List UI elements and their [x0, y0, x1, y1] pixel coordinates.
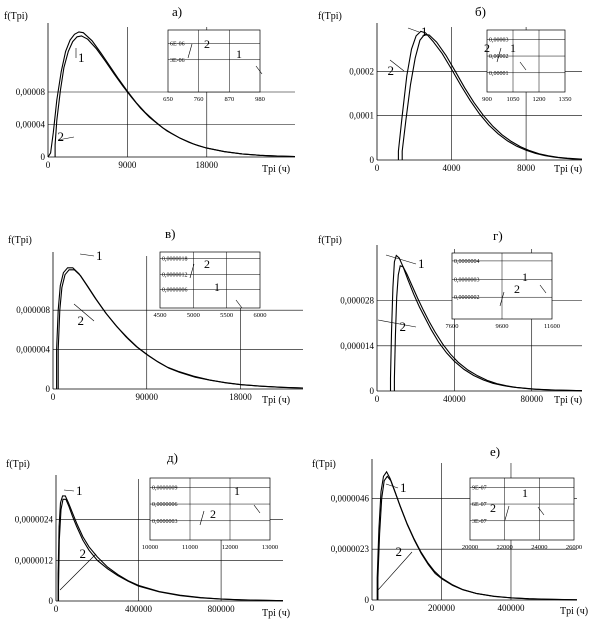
x-tick-label: 9000 — [118, 160, 137, 170]
inset-zoom — [462, 478, 582, 551]
y-tick-label: 0 — [48, 596, 53, 606]
x-axis-label: Tpi (ч) — [554, 164, 583, 175]
inset-y-tick-label: 6E-06 — [170, 41, 185, 48]
y-tick-label: 0,00008 — [15, 87, 45, 97]
y-tick-label: 0,0001 — [349, 110, 374, 121]
x-tick-label: 800000 — [207, 604, 235, 614]
inset-x-tick-label: 13000 — [261, 544, 279, 551]
inset-y-tick-label: 0,0000009 — [152, 485, 178, 492]
panel-label: а) — [172, 4, 183, 19]
x-tick-label: 0 — [374, 163, 380, 173]
inset-y-tick-label: 0,0000003 — [152, 518, 178, 525]
inset-series-label-2: 2 — [484, 41, 490, 55]
inset-x-tick-label: 870 — [224, 96, 235, 103]
inset-x-tick-label: 1350 — [558, 96, 572, 103]
panel-label: д) — [167, 450, 178, 465]
y-axis-label: f(Tpi) — [6, 459, 30, 470]
y-axis-label: f(Tpi) — [318, 11, 342, 22]
inset-x-tick-label: 12000 — [221, 544, 239, 551]
series-label-1: 1 — [418, 256, 425, 271]
x-tick-label: 8000 — [517, 163, 536, 173]
chart-panel-4 — [318, 228, 582, 406]
inset-y-tick-label: 9E-07 — [472, 485, 487, 492]
x-axis-label: Tpi (ч) — [262, 608, 291, 619]
inset-x-tick-label: 1050 — [506, 96, 520, 103]
inset-x-tick-label: 6000 — [253, 312, 267, 319]
inset-zoom — [142, 478, 278, 551]
y-axis-label: f(Tpi) — [312, 459, 336, 470]
inset-series-label-1: 1 — [214, 280, 220, 294]
y-tick-label: 0 — [364, 595, 369, 605]
x-tick-label: 4000 — [442, 163, 461, 173]
inset-x-tick-label: 7600 — [445, 323, 459, 330]
inset-x-tick-label: 1200 — [532, 96, 546, 103]
x-tick-label: 90000 — [135, 392, 158, 402]
y-tick-label: 0,0000012 — [14, 555, 53, 566]
chart-panel-2 — [318, 4, 582, 175]
inset-x-tick-label: 980 — [255, 96, 265, 103]
inset-series-label-1: 1 — [234, 484, 240, 498]
y-tick-label: 0,00004 — [15, 119, 45, 130]
y-axis-label: f(Tpi) — [4, 11, 28, 22]
inset-series-label-2: 2 — [204, 257, 210, 271]
inset-x-tick-label: 11000 — [181, 544, 199, 551]
x-tick-label: 0 — [50, 392, 56, 402]
leader-line-2 — [60, 554, 96, 590]
x-tick-label: 200000 — [427, 603, 455, 613]
inset-y-tick-label: 0,0000006 — [152, 502, 178, 509]
x-tick-label: 18000 — [229, 392, 252, 402]
chart-panel-6 — [312, 444, 588, 617]
inset-y-tick-label: 0,0000004 — [454, 258, 480, 265]
inset-x-tick-label: 10000 — [141, 544, 159, 551]
leader-line-1 — [408, 28, 419, 32]
inset-series-label-1: 1 — [522, 270, 528, 284]
inset-x-tick-label: 11600 — [543, 323, 561, 330]
y-tick-label: 0,000008 — [16, 305, 50, 316]
inset-y-tick-label: 0,0000006 — [162, 287, 188, 294]
inset-y-tick-label: 3E-07 — [472, 518, 487, 525]
x-tick-label: 400000 — [497, 603, 525, 613]
inset-x-tick-label: 26000 — [565, 544, 583, 551]
inset-y-tick-label: 0,0000012 — [162, 272, 188, 279]
chart-panel-3 — [8, 226, 303, 406]
y-tick-label: 0,000028 — [340, 295, 374, 306]
series-label-1: 1 — [76, 483, 83, 498]
y-tick-label: 0,0000024 — [14, 514, 53, 525]
inset-x-tick-label: 9600 — [495, 323, 509, 330]
series-label-2: 2 — [57, 129, 64, 144]
inset-x-tick-label: 24000 — [531, 544, 548, 551]
panel-label: г) — [493, 228, 503, 243]
inset-x-tick-label: 900 — [482, 96, 492, 103]
inset-y-tick-label: 0,00003 — [489, 37, 509, 44]
inset-x-tick-label: 4500 — [153, 312, 167, 319]
inset-series-label-1: 1 — [510, 41, 516, 55]
x-axis-label: Tpi (ч) — [262, 164, 291, 175]
y-tick-label: 0 — [45, 384, 50, 394]
inset-series-label-2: 2 — [514, 282, 520, 296]
series-label-1: 1 — [78, 50, 85, 65]
inset-x-tick-label: 5500 — [220, 312, 234, 319]
y-tick-label: 0,000014 — [340, 340, 374, 351]
x-axis-label: Tpi (ч) — [554, 395, 583, 406]
inset-y-tick-label: 3E-06 — [170, 57, 185, 64]
y-tick-label: 0,0000023 — [330, 544, 369, 555]
y-axis-label: f(Tpi) — [8, 235, 32, 246]
inset-series-label-1: 1 — [522, 486, 528, 500]
x-tick-label: 0 — [45, 160, 51, 170]
panel-label: б) — [475, 4, 486, 19]
inset-y-tick-label: 0,0000018 — [162, 256, 188, 263]
x-axis-label: Tpi (ч) — [560, 606, 589, 617]
series-label-2: 2 — [399, 319, 406, 334]
x-tick-label: 0 — [53, 604, 59, 614]
inset-series-label-2: 2 — [204, 37, 210, 51]
inset-y-tick-label: 0,0000002 — [454, 295, 480, 302]
x-tick-label: 80000 — [520, 394, 543, 404]
inset-x-tick-label: 5000 — [186, 312, 200, 319]
x-tick-label: 0 — [369, 603, 375, 613]
inset-zoom — [163, 30, 265, 103]
inset-series-label-2: 2 — [490, 501, 496, 515]
inset-zoom — [446, 253, 561, 330]
inset-zoom — [154, 252, 267, 319]
series-label-1: 1 — [421, 24, 428, 39]
y-tick-label: 0,000004 — [16, 344, 50, 355]
y-tick-label: 0 — [369, 386, 374, 396]
series-label-2: 2 — [79, 546, 86, 561]
x-axis-label: Tpi (ч) — [262, 395, 291, 406]
inset-x-tick-label: 20000 — [461, 544, 479, 551]
inset-y-tick-label: 0,0000003 — [454, 277, 480, 284]
series-label-1: 1 — [400, 480, 407, 495]
x-tick-label: 0 — [374, 394, 380, 404]
y-tick-label: 0,0000046 — [330, 493, 369, 504]
series-label-2: 2 — [77, 313, 84, 328]
panel-label: в) — [165, 226, 176, 241]
inset-series-label-2: 2 — [210, 507, 216, 521]
x-tick-label: 40000 — [443, 394, 466, 404]
y-axis-label: f(Tpi) — [318, 235, 342, 246]
leader-line-2 — [378, 320, 416, 327]
x-tick-label: 18000 — [195, 160, 219, 170]
chart-panel-5 — [6, 450, 290, 619]
x-tick-label: 400000 — [125, 604, 153, 614]
inset-x-tick-label: 650 — [163, 96, 173, 103]
series-label-1: 1 — [96, 248, 103, 263]
inset-x-tick-label: 760 — [193, 96, 204, 103]
series-label-2: 2 — [387, 63, 394, 78]
y-tick-label: 0,0002 — [349, 66, 374, 77]
inset-zoom — [482, 30, 571, 103]
inset-series-label-1: 1 — [236, 47, 242, 61]
panel-label: е) — [490, 444, 501, 459]
inset-y-tick-label: 0,00001 — [489, 70, 509, 77]
inset-y-tick-label: 6E-07 — [472, 502, 487, 509]
y-tick-label: 0 — [40, 152, 45, 162]
y-tick-label: 0 — [369, 155, 374, 165]
series-label-2: 2 — [395, 544, 402, 559]
leader-line-1 — [64, 490, 74, 491]
chart-panel-1 — [4, 4, 295, 175]
inset-y-tick-label: 0,00002 — [489, 54, 509, 61]
inset-x-tick-label: 22000 — [496, 544, 513, 551]
leader-line-1 — [80, 254, 94, 256]
